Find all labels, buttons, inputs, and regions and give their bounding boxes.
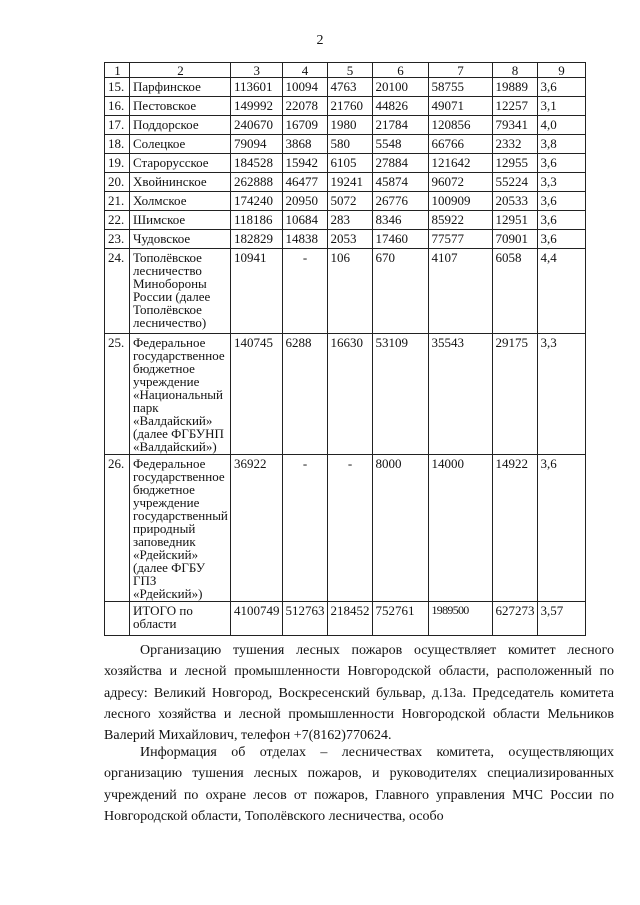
cell-c7: 77577 — [428, 230, 492, 249]
cell-c7: 4107 — [428, 249, 492, 334]
cell-c7: 85922 — [428, 211, 492, 230]
cell-c6: 20100 — [372, 78, 428, 97]
cell-c7: 35543 — [428, 334, 492, 455]
paragraph-fire-organization — [104, 640, 614, 746]
cell-c5: 16630 — [327, 334, 372, 455]
cell-c9: 3,6 — [537, 192, 585, 211]
cell-c4: 6288 — [282, 334, 327, 455]
cell-c3: 113601 — [231, 78, 283, 97]
cell-c6: 17460 — [372, 230, 428, 249]
table-row — [105, 192, 586, 211]
cell-c8: 2332 — [492, 135, 537, 154]
header-cell: 3 — [231, 63, 283, 78]
table-row — [105, 173, 586, 192]
cell-c8: 12955 — [492, 154, 537, 173]
cell-c8: 70901 — [492, 230, 537, 249]
table-row — [105, 211, 586, 230]
row-name: Федеральное государственное бюджетное учреждение государственный природный заповедник «Рдейский» (далее ФГБУ ГПЗ «Рдейский») — [130, 455, 231, 602]
table-row — [105, 230, 586, 249]
cell-c9: 3,6 — [537, 230, 585, 249]
header-cell: 7 — [428, 63, 492, 78]
cell-c7: 49071 — [428, 97, 492, 116]
header-cell: 6 — [372, 63, 428, 78]
cell-c8: 6058 — [492, 249, 537, 334]
cell-c5: 283 — [327, 211, 372, 230]
cell-c8: 19889 — [492, 78, 537, 97]
table-row — [105, 334, 586, 455]
page-number: 2 — [316, 33, 324, 48]
cell-c4: 3868 — [282, 135, 327, 154]
row-number: 16. — [105, 97, 130, 116]
row-name: Холмское — [130, 192, 231, 211]
cell-c9: 4,4 — [537, 249, 585, 334]
row-number: 18. — [105, 135, 130, 154]
cell-c3: 79094 — [231, 135, 283, 154]
cell-c4: 16709 — [282, 116, 327, 135]
cell-c5: - — [327, 455, 372, 602]
cell-c8: 29175 — [492, 334, 537, 455]
table-row — [105, 249, 586, 334]
cell-c4: 15942 — [282, 154, 327, 173]
cell-c5: 19241 — [327, 173, 372, 192]
cell-c3: 184528 — [231, 154, 283, 173]
cell-c5: 6105 — [327, 154, 372, 173]
table-total-row — [105, 602, 586, 636]
cell-c5: 21760 — [327, 97, 372, 116]
row-name: Солецкое — [130, 135, 231, 154]
cell-c8: 14922 — [492, 455, 537, 602]
cell-c6: 8000 — [372, 455, 428, 602]
header-cell: 5 — [327, 63, 372, 78]
total-c7: 1989500 — [428, 602, 492, 636]
total-label: ИТОГО по области — [130, 602, 231, 636]
table-row — [105, 455, 586, 602]
cell-c6: 45874 — [372, 173, 428, 192]
cell-c9: 3,6 — [537, 455, 585, 602]
cell-c8: 20533 — [492, 192, 537, 211]
cell-c9: 3,6 — [537, 211, 585, 230]
cell-c9: 4,0 — [537, 116, 585, 135]
row-number: 22. — [105, 211, 130, 230]
cell-c3: 118186 — [231, 211, 283, 230]
cell-c9: 3,6 — [537, 154, 585, 173]
row-number — [105, 602, 130, 636]
cell-c7: 96072 — [428, 173, 492, 192]
table-row — [105, 78, 586, 97]
total-c9: 3,57 — [537, 602, 585, 636]
header-cell: 8 — [492, 63, 537, 78]
cell-c5: 580 — [327, 135, 372, 154]
row-name: Тополёвское лесничество Минобороны России (далее Тополёвское лесничество) — [130, 249, 231, 334]
cell-c6: 5548 — [372, 135, 428, 154]
cell-c4: 20950 — [282, 192, 327, 211]
cell-c5: 4763 — [327, 78, 372, 97]
cell-c4: - — [282, 249, 327, 334]
paragraph-text: Информация об отделах – лесничествах комитета, осуществляющих организацию тушения лесных пожаров, и руководителях специализированных учреждений по охране лесов от пожаров, Главного управления МЧС России по Новгородской области, Тополёвского лесничества, особо — [104, 745, 614, 824]
total-c8: 627273 — [492, 602, 537, 636]
row-number: 19. — [105, 154, 130, 173]
row-number: 25. — [105, 334, 130, 455]
row-name: Шимское — [130, 211, 231, 230]
cell-c4: 14838 — [282, 230, 327, 249]
cell-c5: 106 — [327, 249, 372, 334]
table-row — [105, 97, 586, 116]
cell-c9: 3,1 — [537, 97, 585, 116]
cell-c6: 670 — [372, 249, 428, 334]
cell-c5: 5072 — [327, 192, 372, 211]
cell-c6: 26776 — [372, 192, 428, 211]
row-name: Хвойнинское — [130, 173, 231, 192]
row-name: Федеральное государственное бюджетное учреждение «Национальный парк «Валдайский» (далее ФГБУНП «Валдайский») — [130, 334, 231, 455]
cell-c7: 100909 — [428, 192, 492, 211]
cell-c8: 12257 — [492, 97, 537, 116]
cell-c7: 120856 — [428, 116, 492, 135]
cell-c7: 58755 — [428, 78, 492, 97]
header-cell: 9 — [537, 63, 585, 78]
row-name: Парфинское — [130, 78, 231, 97]
cell-c9: 3,8 — [537, 135, 585, 154]
cell-c8: 79341 — [492, 116, 537, 135]
row-number: 26. — [105, 455, 130, 602]
row-number: 20. — [105, 173, 130, 192]
cell-c8: 12951 — [492, 211, 537, 230]
cell-c6: 53109 — [372, 334, 428, 455]
paragraph-text: Организацию тушения лесных пожаров осуществляет комитет лесного хозяйства и лесной промышленности Новгородской области, расположенный по адресу: Великий Новгород, Воскресенский бульвар, д.13а. Председатель комитета лесного хозяйства и лесной промышленности Новгородской области Мельников Валерий Михайлович, телефон +7(8162)770624. — [104, 643, 614, 744]
row-number: 15. — [105, 78, 130, 97]
cell-c3: 36922 — [231, 455, 283, 602]
header-cell: 4 — [282, 63, 327, 78]
cell-c4: 10684 — [282, 211, 327, 230]
row-name: Поддорское — [130, 116, 231, 135]
forest-fire-table — [104, 62, 586, 636]
cell-c6: 21784 — [372, 116, 428, 135]
table-row — [105, 135, 586, 154]
cell-c6: 8346 — [372, 211, 428, 230]
total-c3: 4100749 — [231, 602, 283, 636]
cell-c7: 66766 — [428, 135, 492, 154]
cell-c5: 2053 — [327, 230, 372, 249]
row-name: Старорусское — [130, 154, 231, 173]
cell-c5: 1980 — [327, 116, 372, 135]
cell-c3: 262888 — [231, 173, 283, 192]
cell-c9: 3,3 — [537, 173, 585, 192]
cell-c3: 149992 — [231, 97, 283, 116]
cell-c3: 182829 — [231, 230, 283, 249]
cell-c7: 121642 — [428, 154, 492, 173]
row-name: Пестовское — [130, 97, 231, 116]
cell-c4: - — [282, 455, 327, 602]
row-number: 24. — [105, 249, 130, 334]
cell-c8: 55224 — [492, 173, 537, 192]
row-number: 17. — [105, 116, 130, 135]
paragraph-departments-info — [104, 742, 614, 827]
header-cell: 1 — [105, 63, 130, 78]
header-cell: 2 — [130, 63, 231, 78]
row-number: 21. — [105, 192, 130, 211]
cell-c9: 3,3 — [537, 334, 585, 455]
row-name: Чудовское — [130, 230, 231, 249]
cell-c7: 14000 — [428, 455, 492, 602]
cell-c3: 140745 — [231, 334, 283, 455]
cell-c4: 46477 — [282, 173, 327, 192]
cell-c6: 44826 — [372, 97, 428, 116]
total-c4: 512763 — [282, 602, 327, 636]
cell-c9: 3,6 — [537, 78, 585, 97]
table-row — [105, 154, 586, 173]
cell-c6: 27884 — [372, 154, 428, 173]
row-number: 23. — [105, 230, 130, 249]
cell-c3: 10941 — [231, 249, 283, 334]
cell-c3: 174240 — [231, 192, 283, 211]
total-c6: 752761 — [372, 602, 428, 636]
cell-c3: 240670 — [231, 116, 283, 135]
cell-c4: 10094 — [282, 78, 327, 97]
cell-c4: 22078 — [282, 97, 327, 116]
table-header-row — [105, 63, 586, 78]
total-c5: 218452 — [327, 602, 372, 636]
table-row — [105, 116, 586, 135]
